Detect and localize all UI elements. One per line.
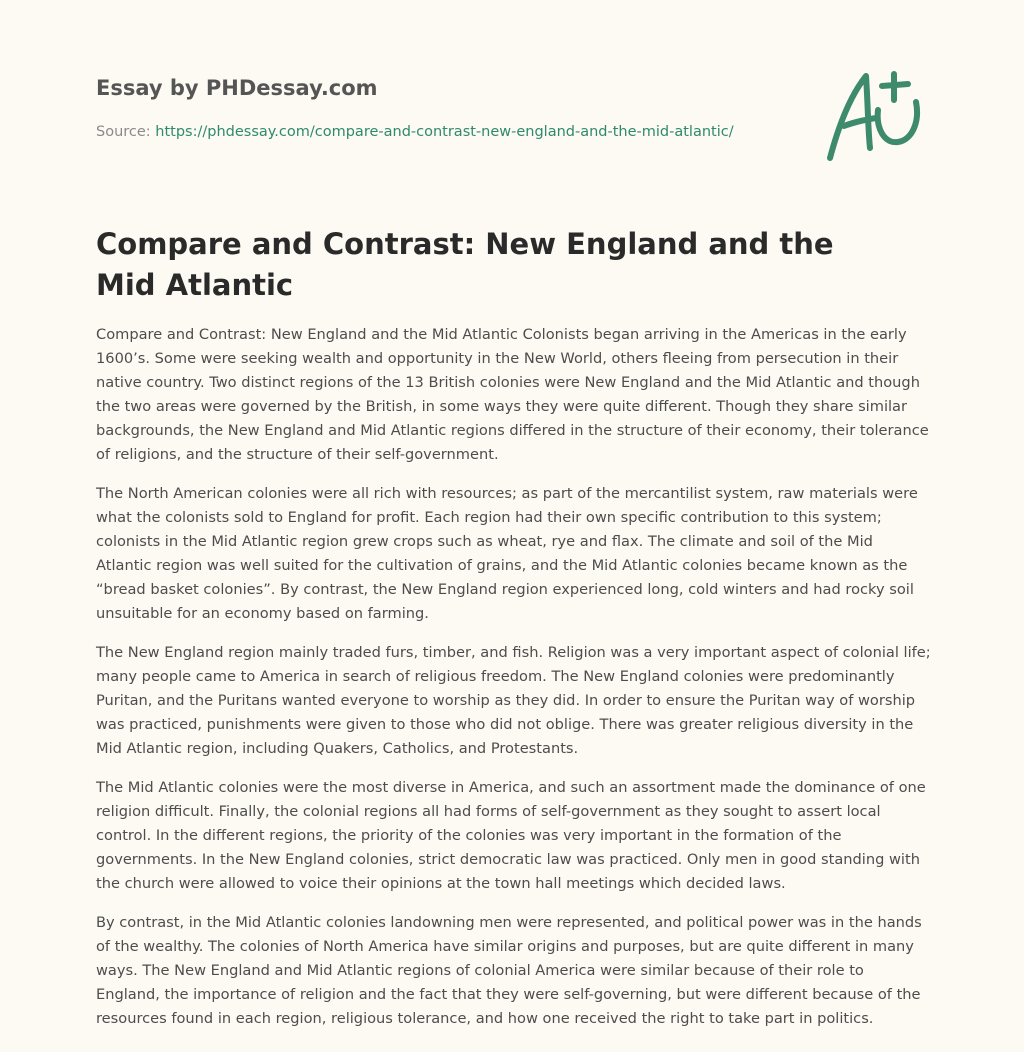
page-header <box>96 0 928 190</box>
source-label: Source: <box>96 124 156 140</box>
essay-body <box>96 323 932 1046</box>
source-line <box>96 124 734 140</box>
essay-paragraph: The New England region mainly traded furs, timber, and fish. Religion was a very important aspect of colonial life; many people came to America in search of religious freedom. The New England colonies were predominantly Puritan, and the Puritans wanted everyone to worship as they did. In order to ensure the Puritan way of worship was practiced, punishments were given to those who did not oblige. There was greater religious diversity in the Mid Atlantic region, including Quakers, Catholics, and Protestants. <box>96 644 931 757</box>
essay-paragraph: The North American colonies were all rich with resources; as part of the mercantilist system, raw materials were what the colonists sold to England for profit. Each region had their own specific contribution to this system; colonists in the Mid Atlantic region grew crops such as wheat, rye and flax. The climate and soil of the Mid Atlantic region was well suited for the cultivation of grains, and the Mid Atlantic colonies became known as the “bread basket colonies”. By contrast, the New England region experienced long, cold winters and had rocky soil unsuitable for an economy based on farming. <box>96 485 918 622</box>
essay-paragraph: Compare and Contrast: New England and the Mid Atlantic Colonists began arriving in the Americas in the early 1600’s. Some were seeking wealth and opportunity in the New World, others fleeing from persecution in their native country. Two distinct regions of the 13 British colonies were New England and the Mid Atlantic and though the two areas were governed by the British, in some ways they were quite different. Though they share similar backgrounds, the New England and Mid Atlantic regions differed in the structure of their economy, their tolerance of religions, and the structure of their self-government. <box>96 326 929 463</box>
brand-title: Essay by PHDessay.com <box>96 76 378 100</box>
essay-paragraph: The Mid Atlantic colonies were the most diverse in America, and such an assortment made the dominance of one religion difficult. Finally, the colonial regions all had forms of self-government as they sought to assert local control. In the different regions, the priority of the colonies was very important in the formation of the governments. In the New England colonies, strict democratic law was practiced. Only men in good standing with the church were allowed to voice their opinions at the town hall meetings which decided laws. <box>96 779 926 892</box>
essay-title: Compare and Contrast: New England and the Mid Atlantic <box>96 227 834 302</box>
essay-paragraph: By contrast, in the Mid Atlantic colonies landowning men were represented, and political power was in the hands of the wealthy. The colonies of North America have similar origins and purposes, but are quite different in many ways. The New England and Mid Atlantic regions of colonial America were similar because of their role to England, the importance of religion and the fact that they were self-governing, but were different because of the resources found in each region, religious tolerance, and how one received the right to take part in politics. <box>96 914 922 1027</box>
a-plus-logo-icon <box>824 66 928 166</box>
source-link[interactable]: https://phdessay.com/compare-and-contrast-new-england-and-the-mid-atlantic/ <box>155 124 734 140</box>
